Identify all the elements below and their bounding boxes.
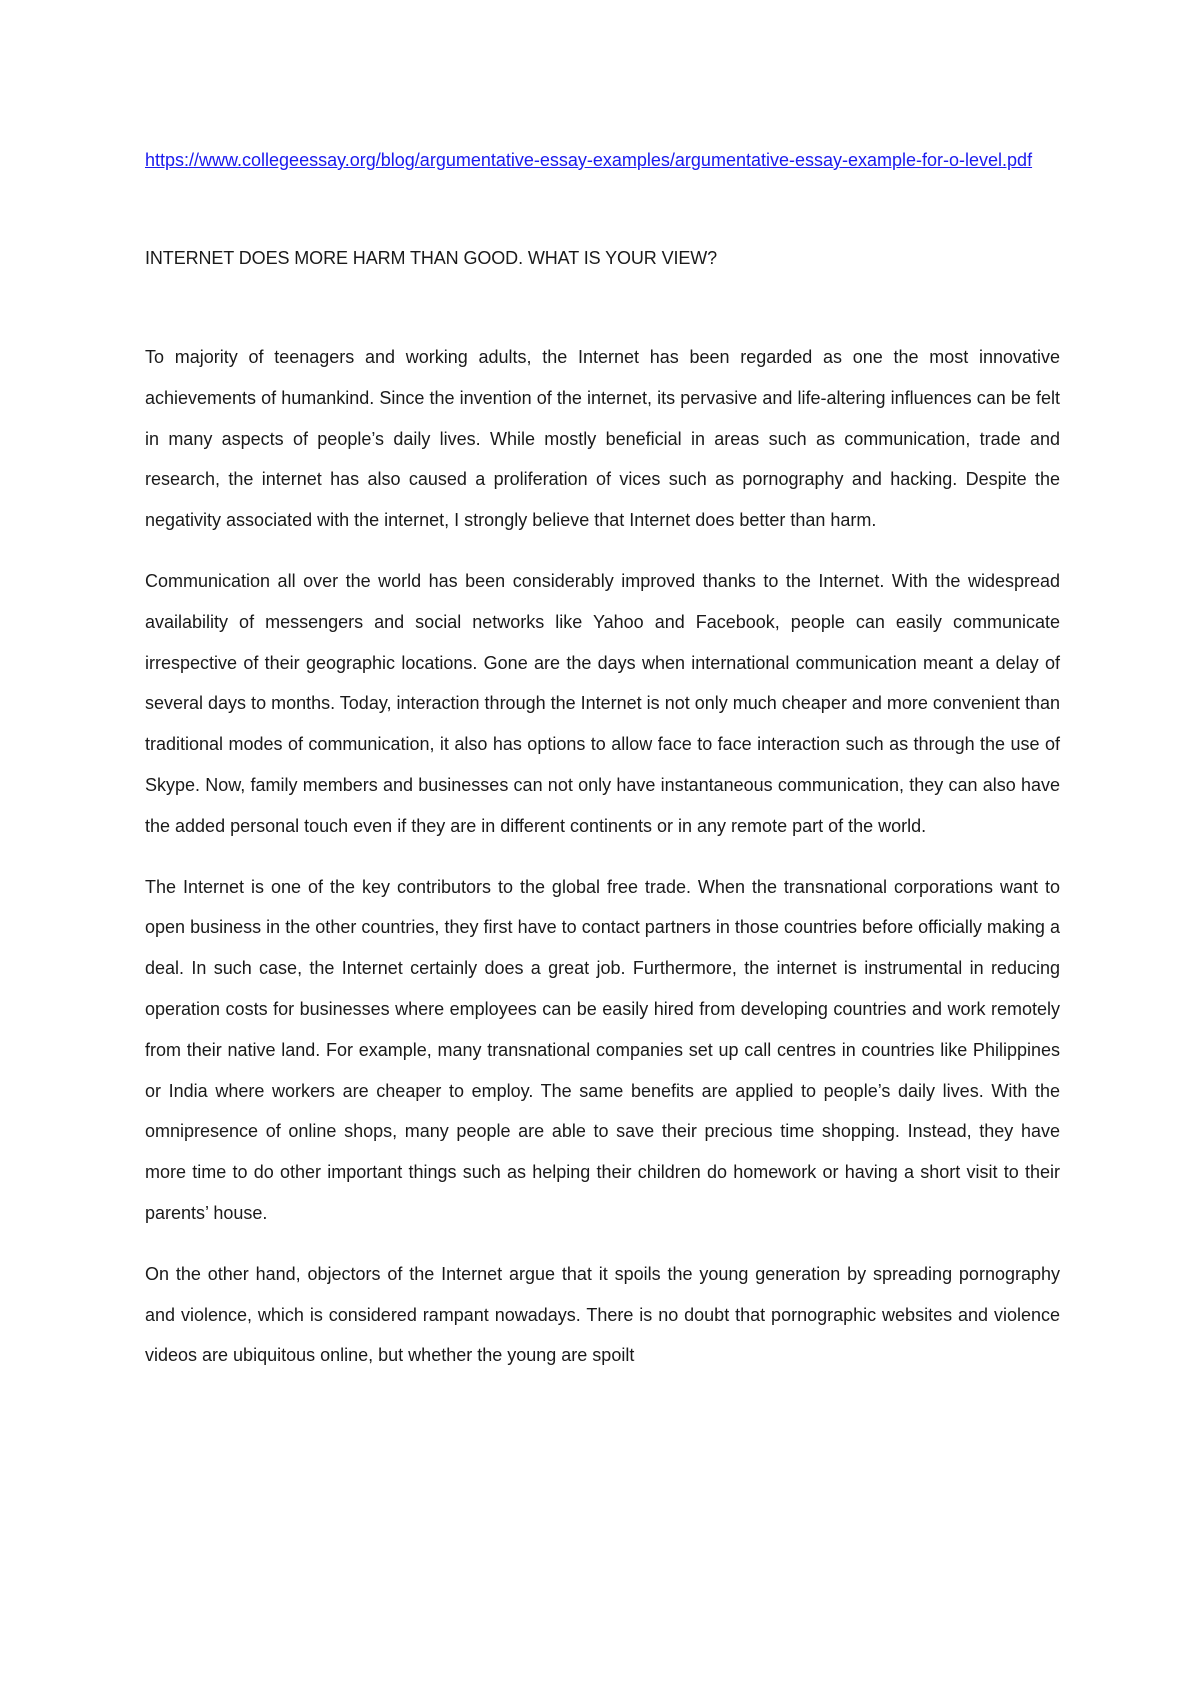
source-url-link[interactable]: https://www.collegeessay.org/blog/argumentative-essay-examples/argumentative-essay-example-for-o-level.pdf [145,150,1033,170]
paragraph-counterargument: On the other hand, objectors of the Internet argue that it spoils the young generation by spreading pornography and violence, which is considered rampant nowadays. There is no doubt that pornographic websites and violence videos are ubiquitous online, but whether the young are spoilt [145,1263,1060,1366]
paragraph-trade: The Internet is one of the key contributors to the global free trade. When the transnational corporations want to open business in the other countries, they first have to contact partners in those countries before officially making a deal. In such case, the Internet certainly does a great job. Furthermore, the internet is instrumental in reducing operation costs for businesses where employees can be easily hired from developing countries and work remotely from their native land. For example, many transnational companies set up call centres in countries like Philippines or India where workers are cheaper to employ. The same benefits are applied to people’s daily lives. With the omnipresence of online shops, many people are able to save their precious time shopping. Instead, they have more time to do other important things such as helping their children do homework or having a short visit to their parents’ house. [145,876,1060,1223]
paragraph-introduction: To majority of teenagers and working adults, the Internet has been regarded as one the most innovative achievements of humankind. Since the invention of the internet, its pervasive and life-altering influences can be felt in many aspects of people’s daily lives. While mostly beneficial in areas such as communication, trade and research, the internet has also caused a proliferation of vices such as pornography and hacking. Despite the negativity associated with the internet, I strongly believe that Internet does better than harm. [145,347,1060,531]
document-body [145,141,1060,1376]
paragraph-communication: Communication all over the world has been considerably improved thanks to the Internet. With the widespread availability of messengers and social networks like Yahoo and Facebook, people can easily communicate irrespective of their geographic locations. Gone are the days when international communication meant a delay of several days to months. Today, interaction through the Internet is not only much cheaper and more convenient than traditional modes of communication, it also has options to allow face to face interaction such as through the use of Skype. Now, family members and businesses can not only have instantaneous communication, they can also have the added personal touch even if they are in different continents or in any remote part of the world. [145,570,1060,836]
essay-title: INTERNET DOES MORE HARM THAN GOOD. WHAT IS YOUR VIEW? [145,248,718,268]
